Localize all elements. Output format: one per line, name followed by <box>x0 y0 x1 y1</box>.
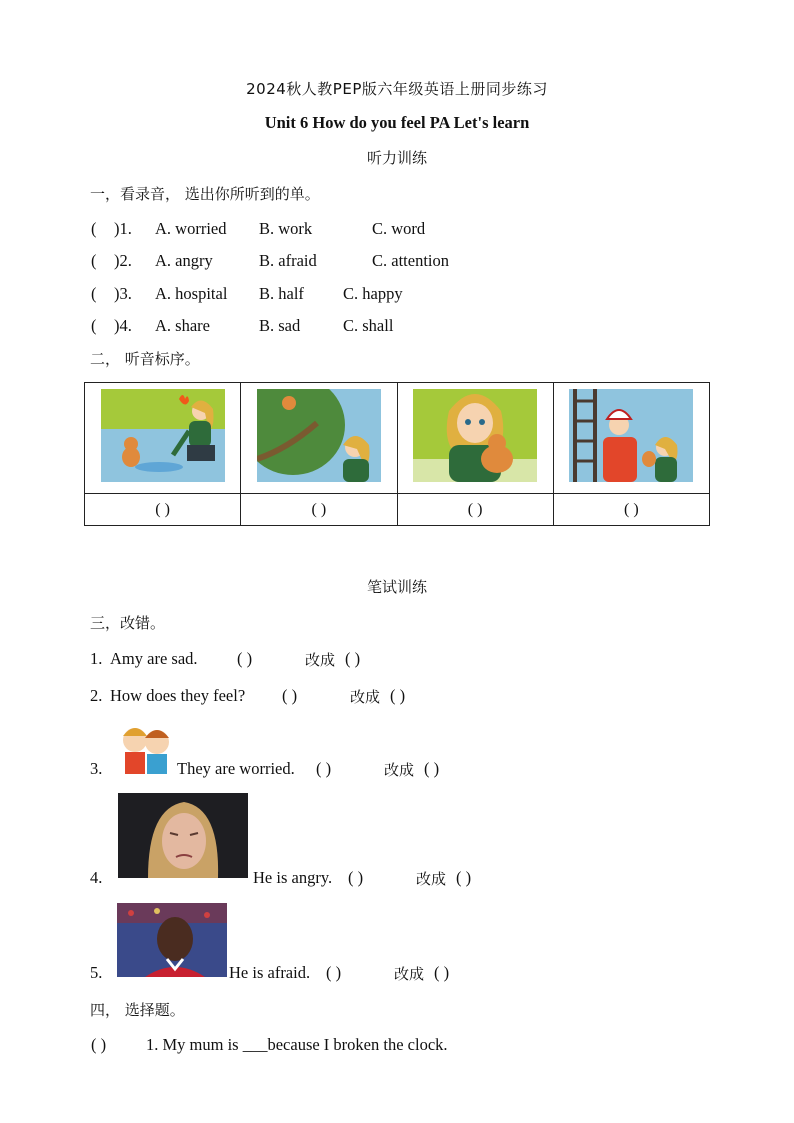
option-b: B. afraid <box>259 251 317 270</box>
section3-heading: 三，改错。 <box>90 614 166 632</box>
sentence: How does they feel? <box>110 686 246 705</box>
picture-order-table <box>84 382 710 526</box>
sentence: They are worried. <box>177 759 295 778</box>
answer-blank[interactable]: ( ) <box>85 494 241 526</box>
answer-blank[interactable]: ( ) <box>424 759 440 778</box>
two-kids-picture <box>115 718 177 774</box>
option-a: A. angry <box>155 251 213 270</box>
upset-girl-photo <box>118 793 248 878</box>
sentence: He is angry. <box>253 868 333 887</box>
answer-blank[interactable]: ( ) <box>397 494 553 526</box>
section1-heading: 一，看录音， 选出你所听到的单。 <box>90 185 320 203</box>
question-text: 1. My mum is ___because I broken the clock. <box>146 1035 448 1054</box>
section4-heading: 四， 选择题。 <box>90 1001 185 1019</box>
option-a: A. hospital <box>155 284 228 303</box>
listening-title: 听力训练 <box>366 149 427 167</box>
answer-blank[interactable]: ( ) <box>553 494 709 526</box>
unit-title: Unit 6 How do you feel PA Let's learn <box>264 113 530 132</box>
answer-blank[interactable]: ( ) <box>345 649 361 668</box>
option-c: C. word <box>372 219 426 238</box>
answer-blank[interactable]: ( ) <box>456 868 472 887</box>
answer-blank[interactable]: ( ) <box>348 868 364 887</box>
option-c: C. happy <box>343 284 403 303</box>
cat-in-tree-picture <box>257 389 381 482</box>
answer-blank[interactable]: ( ) <box>316 759 332 778</box>
firefighter-picture <box>569 389 693 482</box>
option-c: C. shall <box>343 316 394 335</box>
option-c: C. attention <box>372 251 449 270</box>
girl-fire-cat-picture <box>101 389 225 482</box>
sentence: Amy are sad. <box>110 649 198 668</box>
answer-blank[interactable]: ( ) <box>390 686 406 705</box>
answer-blank[interactable]: ( ) <box>326 963 342 982</box>
option-b: B. sad <box>259 316 301 335</box>
section2-heading: 二， 听音标序。 <box>90 350 200 368</box>
answer-blank[interactable]: ( ) <box>434 963 450 982</box>
sentence: He is afraid. <box>229 963 311 982</box>
sad-player-photo <box>117 903 227 977</box>
answer-blank[interactable]: ( ) <box>241 494 397 526</box>
option-b: B. half <box>259 284 304 303</box>
writing-title: 笔试训练 <box>366 578 427 596</box>
answer-blank[interactable]: ( ) <box>282 686 298 705</box>
answer-blank[interactable]: ( ) <box>237 649 253 668</box>
option-a: A. share <box>155 316 210 335</box>
girl-holding-cat-picture <box>413 389 537 482</box>
option-b: B. work <box>259 219 313 238</box>
worksheet-title: 2024秋人教PEP版六年级英语上册同步练习 <box>246 80 548 98</box>
answer-blank[interactable]: ( ) <box>91 1035 107 1054</box>
option-a: A. worried <box>155 219 227 238</box>
